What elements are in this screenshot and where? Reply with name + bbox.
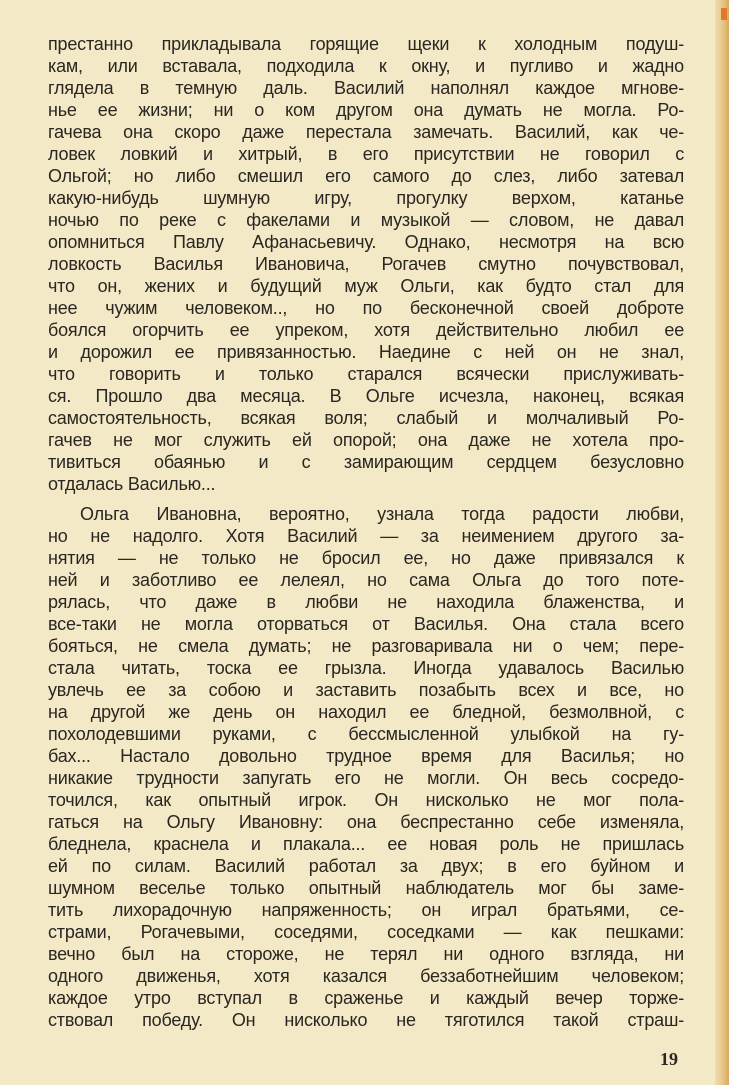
text-line: никакие трудности запугать его не могли. Он весь сосредо- bbox=[48, 768, 684, 788]
text-line: тить лихорадочную напряженность; он играл братьями, се- bbox=[48, 900, 684, 920]
text-line: на другой же день он находил ее бледной, безмолвной, с bbox=[48, 702, 684, 722]
text-line: ловек ловкий и хитрый, в его присутствии не говорил с bbox=[48, 144, 684, 164]
text-line: рялась, что даже в любви не находила блаженства, и bbox=[48, 592, 684, 612]
paragraph bbox=[48, 33, 684, 495]
text-line: ночью по реке с факелами и музыкой — словом, не давал bbox=[48, 210, 684, 230]
page-edge bbox=[715, 0, 729, 1085]
text-line: бах... Настало довольно трудное время для Василья; но bbox=[48, 746, 684, 766]
text-line: вечно был на стороже, не терял ни одного взгляда, ни bbox=[48, 944, 684, 964]
text-line: ловкость Василья Ивановича, Рогачев смутно почувствовал, bbox=[48, 254, 684, 274]
page-number: 19 bbox=[660, 1049, 678, 1069]
text-line: опомниться Павлу Афанасьевичу. Однако, несмотря на всю bbox=[48, 232, 684, 252]
text-line: гачева она скоро даже перестала замечать. Василий, как че- bbox=[48, 122, 684, 142]
text-line: ней и заботливо ее лелеял, но сама Ольга до того поте- bbox=[48, 570, 684, 590]
text-line: бледнела, краснела и плакала... ее новая роль не пришлась bbox=[48, 834, 684, 854]
text-line: Ольга Ивановна, вероятно, узнала тогда радости любви, bbox=[80, 504, 684, 524]
text-line: престанно прикладывала горящие щеки к холодным подуш- bbox=[48, 34, 684, 54]
text-line: кам, или вставала, подходила к окну, и пугливо и жадно bbox=[48, 56, 684, 76]
text-line: нье ее жизни; ни о ком другом она думать не могла. Ро- bbox=[48, 100, 684, 120]
text-line: отдалась Василью... bbox=[48, 474, 216, 494]
text-line: Ольгой; но либо смешил его самого до слез, либо затевал bbox=[48, 166, 684, 186]
text-line: глядела в темную даль. Василий наполнял каждое мгнове- bbox=[48, 78, 684, 98]
text-line: похолодевшими руками, с бессмысленной улыбкой на гу- bbox=[48, 724, 684, 744]
text-line: ей по силам. Василий работал за двух; в его буйном и bbox=[48, 856, 684, 876]
text-line: тивиться обаянью и с замирающим сердцем безусловно bbox=[48, 452, 684, 472]
text-line: все-таки не могла оторваться от Василья. Она стала всего bbox=[48, 614, 684, 634]
paragraph bbox=[48, 503, 684, 1031]
text-line: гаться на Ольгу Ивановну: она беспрестанно себе изменяла, bbox=[48, 812, 684, 832]
text-line: увлечь ее за собою и заставить позабыть всех и все, но bbox=[48, 680, 684, 700]
text-line: и дорожил ее привязанностью. Наедине с ней он не знал, bbox=[48, 342, 684, 362]
text-line: стала читать, тоска ее грызла. Иногда удавалось Василью bbox=[48, 658, 684, 678]
text-line: каждое утро вступал в сраженье и каждый вечер торже- bbox=[48, 988, 684, 1008]
text-line: нее чужим человеком.., но по бесконечной своей доброте bbox=[48, 298, 684, 318]
text-line: что говорить и только старался всячески прислуживать- bbox=[48, 364, 684, 384]
text-line: страми, Рогачевыми, соседями, соседками — как пешками: bbox=[48, 922, 684, 942]
page-body bbox=[48, 33, 684, 1031]
text-line: но не надолго. Хотя Василий — за неимением другого за- bbox=[48, 526, 684, 546]
text-line: ся. Прошло два месяца. В Ольге исчезла, наконец, всякая bbox=[48, 386, 684, 406]
text-line: точился, как опытный игрок. Он нисколько не мог пола- bbox=[48, 790, 684, 810]
text-line: нятия — не только не бросил ее, но даже привязался к bbox=[48, 548, 684, 568]
text-line: шумном веселье только опытный наблюдатель мог бы заме- bbox=[48, 878, 684, 898]
text-line: какую-нибудь шумную игру, прогулку верхом, катанье bbox=[48, 188, 684, 208]
edge-marker bbox=[721, 8, 727, 20]
text-line: самостоятельность, всякая воля; слабый и молчаливый Ро- bbox=[48, 408, 684, 428]
text-line: что он, жених и будущий муж Ольги, как будто стал для bbox=[48, 276, 684, 296]
text-line: бояться, не смела думать; не разговаривала ни о чем; пере- bbox=[48, 636, 684, 656]
text-line: гачев не мог служить ей опорой; она даже не хотела про- bbox=[48, 430, 684, 450]
text-line: боялся огорчить ее упреком, хотя действительно любил ее bbox=[48, 320, 684, 340]
text-line: одного движенья, хотя казался беззаботнейшим человеком; bbox=[48, 966, 684, 986]
text-line: ствовал победу. Он нисколько не тяготился такой страш- bbox=[48, 1010, 684, 1030]
